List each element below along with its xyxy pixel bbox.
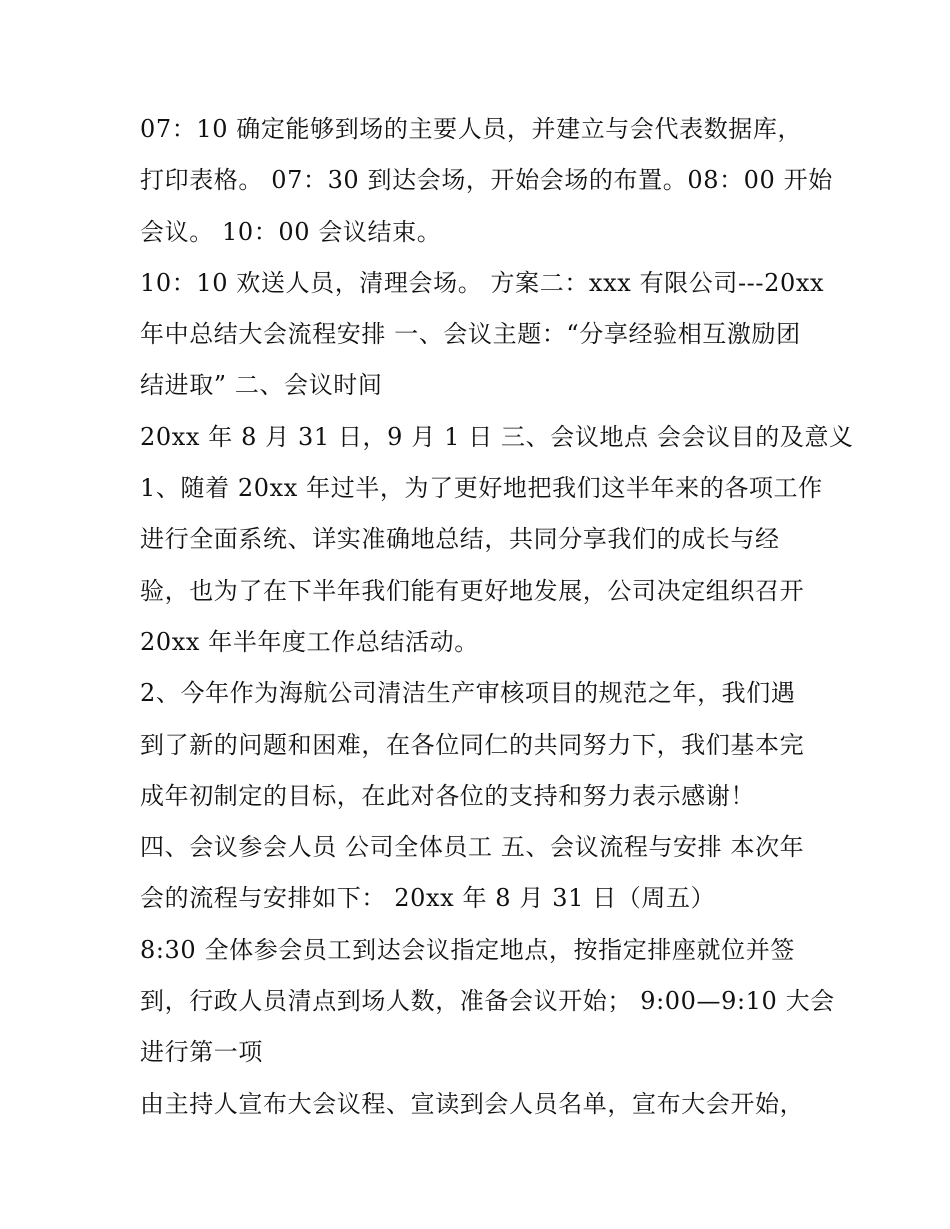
text-line: 20xx 年半年度工作总结活动。 bbox=[140, 627, 479, 656]
text-line: 到，行政人员清点到场人数，准备会议开始； 9:00—9:10 大会 bbox=[140, 987, 835, 1016]
text-line: 07：10 确定能够到场的主要人员，并建立与会代表数据库， bbox=[140, 115, 803, 143]
text-line: 年中总结大会流程安排 一、会议主题：“分享经验相互激励团 bbox=[140, 320, 801, 349]
text-line: 到了新的问题和困难，在各位同仁的共同努力下，我们基本完 bbox=[140, 730, 805, 759]
text-line: 会的流程与安排如下： 20xx 年 8 月 31 日（周五） bbox=[140, 884, 716, 913]
document-body bbox=[140, 104, 854, 1130]
text-line: 2、今年作为海航公司清洁生产审核项目的规范之年，我们遇 bbox=[140, 679, 796, 708]
text-line: 验，也为了在下半年我们能有更好地发展，公司决定组织召开 bbox=[140, 576, 805, 605]
text-line: 结进取” 二、会议时间 bbox=[140, 371, 383, 400]
text-line: 四、会议参会人员 公司全体员工 五、会议流程与安排 本次年 bbox=[140, 833, 805, 862]
text-line: 打印表格。 07：30 到达会场，开始会场的布置。08：00 开始 bbox=[140, 166, 833, 195]
text-line: 进行全面系统、详实准确地总结，共同分享我们的成长与经 bbox=[140, 525, 780, 554]
text-line: 成年初制定的目标，在此对各位的支持和努力表示感谢！ bbox=[140, 781, 755, 810]
text-line: 8:30 全体参会员工到达会议指定地点，按指定排座就位并签 bbox=[140, 935, 795, 964]
text-line: 会议。 10：00 会议结束。 bbox=[140, 217, 442, 246]
text-line: 10：10 欢送人员，清理会场。 方案二：xxx 有限公司---20xx bbox=[140, 268, 825, 297]
text-line: 20xx 年 8 月 31 日，9 月 1 日 三、会议地点 会会议目的及意义 bbox=[140, 422, 854, 451]
text-line: 1、随着 20xx 年过半，为了更好地把我们这半年来的各项工作 bbox=[140, 474, 823, 503]
text-line: 由主持人宣布大会议程、宣读到会人员名单，宣布大会开始， bbox=[140, 1089, 805, 1118]
text-line: 进行第一项 bbox=[140, 1038, 263, 1067]
